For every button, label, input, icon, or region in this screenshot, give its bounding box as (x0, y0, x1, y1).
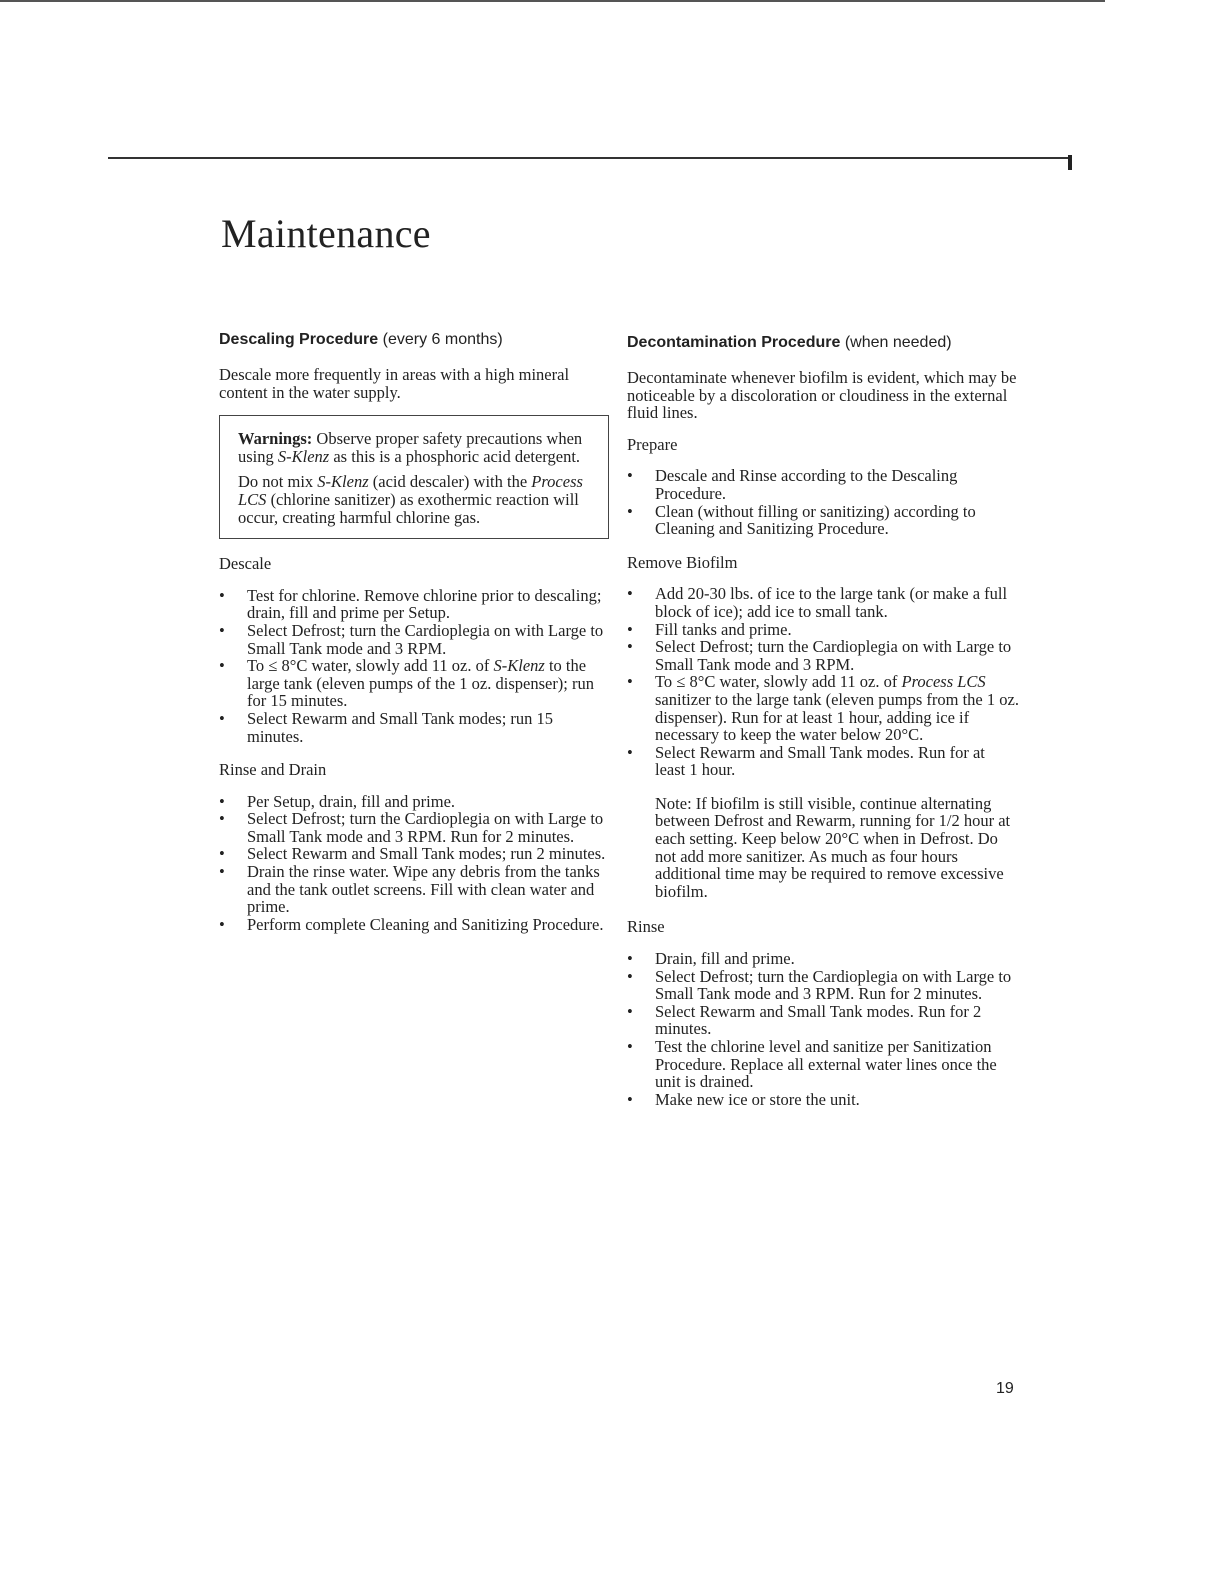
decontamination-intro: Decontaminate whenever biofilm is evident, which may be noticeable by a discoloration or cloudiness in the external fluid lines. (627, 368, 1017, 423)
bullet-icon: • (627, 966, 633, 986)
bullet-icon: • (627, 672, 633, 692)
warning-paragraph-1 (238, 430, 590, 465)
list-item (219, 793, 609, 811)
decontamination-column (627, 330, 1019, 1124)
descale-steps (219, 587, 609, 745)
list-item (219, 863, 609, 916)
warning-text: Observe proper safety precautions when using (238, 429, 583, 466)
descale-subheading: Descale (219, 554, 272, 574)
list-item-text: Clean (without filling or sanitizing) according to Cleaning and Sanitizing Procedure. (655, 501, 976, 539)
prepare-steps (627, 467, 1019, 537)
header-rule (108, 157, 1070, 159)
list-item-text: Drain the rinse water. Wipe any debris from the tanks and the tank outlet screens. Fill with clean water and prime. (247, 862, 600, 917)
rinse-drain-steps (219, 793, 609, 934)
list-item-text: Fill tanks and prime. (655, 619, 792, 639)
rinse-drain-subheading: Rinse and Drain (219, 760, 327, 780)
bullet-icon: • (219, 791, 225, 811)
list-item (627, 621, 1019, 639)
bullet-icon: • (219, 656, 225, 676)
decontamination-heading-note: (when needed) (844, 334, 952, 351)
list-item-text: Select Defrost; turn the Cardioplegia on with Large to Small Tank mode and 3 RPM. Run for 2 minutes. (655, 966, 1012, 1004)
list-item-text: Per Setup, drain, fill and prime. (247, 791, 456, 811)
descaling-heading-title: Descaling Procedure (219, 331, 379, 348)
list-item-text: Select Rewarm and Small Tank modes. Run for at least 1 hour. (655, 742, 985, 780)
list-item-text: To ≤ 8°C water, slowly add 11 oz. of (247, 656, 490, 676)
list-item-text: to the large tank (eleven pumps of the 1 oz. dispenser); run for 15 minutes. (247, 656, 595, 711)
list-item (219, 710, 609, 745)
remove-biofilm-steps (627, 585, 1019, 779)
list-item (627, 1091, 1019, 1109)
list-item (219, 657, 609, 710)
bullet-icon: • (627, 637, 633, 657)
bullet-icon: • (627, 619, 633, 639)
bullet-icon: • (219, 844, 225, 864)
bullet-icon: • (219, 620, 225, 640)
page-title: Maintenance (221, 211, 431, 256)
product-name: S-Klenz (277, 446, 330, 466)
product-name: S-Klenz (317, 472, 369, 492)
list-item-text: Select Rewarm and Small Tank modes; run 2 minutes. (247, 844, 606, 864)
list-item (627, 1038, 1019, 1091)
list-item (627, 467, 1019, 502)
list-item-text: To ≤ 8°C water, slowly add 11 oz. of (655, 672, 898, 692)
list-item (219, 845, 609, 863)
remove-biofilm-subheading: Remove Biofilm (627, 552, 738, 572)
prepare-subheading: Prepare (627, 434, 678, 454)
descaling-column (219, 330, 609, 949)
warnings-box (219, 415, 609, 539)
list-item (627, 503, 1019, 538)
header-rule-tick (1068, 155, 1072, 170)
list-item-text: Descale and Rinse according to the Descaling Procedure. (655, 466, 958, 503)
scan-edge-line (0, 0, 1105, 2)
bullet-icon: • (219, 809, 225, 829)
bullet-icon: • (627, 1001, 633, 1021)
rinse-subheading: Rinse (627, 917, 665, 937)
product-name: Process LCS (901, 672, 986, 692)
list-item (627, 673, 1019, 743)
list-item (627, 638, 1019, 673)
list-item-text: Test for chlorine. Remove chlorine prior to descaling; drain, fill and prime per Setup. (247, 585, 602, 623)
list-item (219, 622, 609, 657)
bullet-icon: • (219, 862, 225, 882)
list-item-text: Make new ice or store the unit. (655, 1089, 860, 1109)
list-item (627, 744, 1019, 779)
bullet-icon: • (627, 584, 633, 604)
list-item-text: Select Rewarm and Small Tank modes. Run for 2 minutes. (655, 1001, 982, 1039)
bullet-icon: • (627, 466, 633, 486)
bullet-icon: • (627, 742, 633, 762)
page-number: 19 (996, 1380, 1014, 1397)
biofilm-note: Note: If biofilm is still visible, continue alternating between Defrost and Rewarm, running for 1/2 hour at each setting. Keep below 20°C when in Defrost. Do not add more sanitizer. As much as four hours additional time may be required to remove excessive biofilm. (655, 793, 1011, 901)
bullet-icon: • (627, 1037, 633, 1056)
product-name: Process LCS (238, 472, 583, 509)
bullet-icon: • (627, 949, 633, 969)
descaling-intro: Descale more frequently in areas with a high mineral content in the water supply. (219, 365, 570, 402)
bullet-icon: • (219, 708, 225, 728)
list-item-text: Select Defrost; turn the Cardioplegia on with Large to Small Tank mode and 3 RPM. (655, 637, 1012, 674)
product-name: S-Klenz (493, 656, 545, 676)
warnings-label: Warnings: (238, 429, 313, 449)
bullet-icon: • (627, 501, 633, 521)
list-item (219, 916, 609, 934)
bullet-icon: • (219, 585, 225, 605)
list-item (219, 587, 609, 622)
list-item-text: sanitizer to the large tank (eleven pumps from the 1 oz. dispenser). Run for at least 1 hour, adding ice if necessary to keep the water below 20°C. (655, 689, 1019, 745)
list-item-text: Select Defrost; turn the Cardioplegia on with Large to Small Tank mode and 3 RPM. Run for 2 minutes. (247, 809, 604, 846)
bullet-icon: • (627, 1089, 633, 1109)
list-item-text: Perform complete Cleaning and Sanitizing Procedure. (247, 914, 604, 934)
list-item-text: Select Defrost; turn the Cardioplegia on with Large to Small Tank mode and 3 RPM. (247, 620, 604, 658)
list-item (627, 950, 1019, 968)
warning-text: (acid descaler) with the (372, 472, 528, 492)
warning-text: (chlorine sanitizer) as exothermic reaction will occur, creating harmful chlorine gas. (238, 489, 579, 527)
warning-text: Do not mix (238, 472, 314, 492)
list-item (627, 1003, 1019, 1038)
warning-paragraph-2 (238, 473, 590, 526)
list-item-text: Add 20-30 lbs. of ice to the large tank (or make a full block of ice); add ice to small tank. (655, 584, 1008, 621)
warning-text: as this is a phosphoric acid detergent. (333, 446, 581, 466)
list-item-text: Test the chlorine level and sanitize per Sanitization Procedure. Replace all external water lines once the unit is drained. (655, 1037, 997, 1092)
decontamination-heading-title: Decontamination Procedure (627, 334, 841, 351)
list-item (627, 585, 1019, 620)
list-item-text: Select Rewarm and Small Tank modes; run 15 minutes. (247, 708, 554, 746)
list-item (627, 968, 1019, 1003)
list-item-text: Drain, fill and prime. (655, 949, 795, 969)
descaling-heading (219, 330, 609, 350)
rinse-steps (627, 950, 1019, 1108)
bullet-icon: • (219, 914, 225, 934)
descaling-heading-note: (every 6 months) (382, 331, 503, 348)
list-item (219, 810, 609, 845)
decontamination-heading (627, 333, 1019, 353)
